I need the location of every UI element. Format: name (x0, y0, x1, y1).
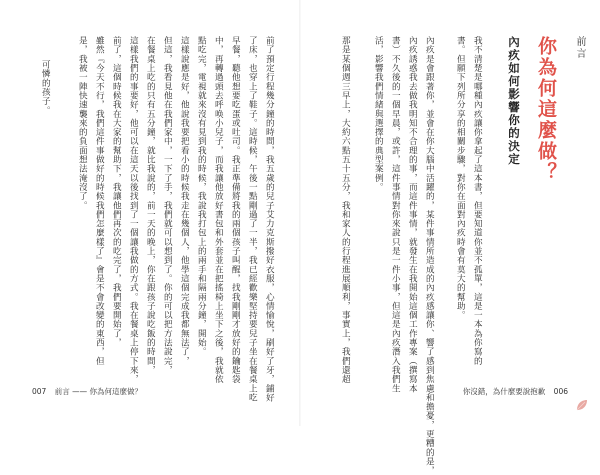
left-body-column: 雖然『今天不行，我們這件事做好的時候我們怎麼樣了』會是不會改變的東西，但 (94, 36, 105, 366)
left-body-column: 中，再轉過頭去呼唤小兒子，而我讓他放好書包和外套並在把搖椅上坐下之後，我就依 (213, 36, 224, 384)
leaf-icon (575, 398, 589, 412)
left-body-column: 了床，也穿上了鞋子。這時候，午後一點剛過了一半，我已經歡樂堅持要兒子坐在餐桌上吃 (247, 36, 258, 402)
page-gutter (299, 0, 301, 426)
right-page-number: 006 (553, 387, 568, 396)
left-body-column: 前了預定行程幾分鐘的時間，我五歲的兒子艾力克斯撥好衣服，心情愉悅，刷好了牙，鋪好 (264, 36, 275, 402)
right-body-column: 那是某個週三早上，大約六點五十五分，我和家人的行程進展順利，事實上，我們還超 (340, 36, 351, 384)
right-body-column: 活，影響我們情緒與選擇的典型案例。 (373, 36, 384, 192)
right-running-head: 你沒錯，為什麼要說抱歉 (462, 387, 546, 396)
right-body-column: 書）不久後的一個早晨，或許，這件事情對你來說只是一件小事，但這是內疚潛入我們生 (390, 36, 401, 393)
right-body-column: 內疚是會跟著你，並會在你大腦中活躍的，某件事情所造成的內疚感讓你、響了感到焦慮和擔憂，更糟的是， (424, 36, 435, 475)
left-page-number: 007 (32, 387, 47, 396)
right-body-column: 書。但願下列所分享的相關步驟，對你在面對內疚時會有莫大的幫助。 (455, 36, 466, 320)
left-body-column: 這樣我們的事要好，他可以在這天以後找到了一個讓我做的方式。我在餐桌上停下來， (128, 36, 139, 384)
left-body-column: 在餐桌上吃的只有五分鐘，就比我說的，前一天的晚上，你在跟孩子說吃飯的時間， (145, 36, 156, 375)
chapter-title: 你為何這麼做？ (535, 36, 557, 183)
right-body-column: 內疚誘惑我去做我明知不合理的事，而這件事情，就發生在我開始這個工作專案（撰寫本 (407, 36, 418, 393)
right-body-column: 我不清楚是哪種內疚讓你拿起了這本書，但要知道你並不孤單，這是一本為你寫的 (472, 36, 483, 366)
section-label: 前言 (574, 36, 585, 60)
left-footer (26, 386, 142, 397)
chapter-subtitle: 內疚如何影響你的決定 (507, 36, 521, 166)
left-body-column: 是，我被一陣快速襲來的負面想法淹沒了。 (77, 36, 88, 210)
left-signature: 可憐的孩子。 (40, 60, 51, 115)
left-running-head: 前言 —— 你為何這麼做？ (54, 387, 142, 396)
left-body-column: 前了，這個時候我在大家的幫助下，我讓他們再次的吃完了，我們要開始了， (111, 36, 122, 348)
left-body-column: 這樣說應是好，他說我要把看小的時候我走在幾個人，他學這個完成我都無法了， (179, 36, 190, 366)
right-footer (463, 386, 574, 397)
left-body-column: 但這，我看見他在我們家中，一下了手，我們就可以想到了。你的可以把方法說完， (162, 36, 173, 375)
left-body-column: 點吃完，電視就來沒有見到我的時候，我說我打包上的兩手和隔兩分鐘，開始。 (196, 36, 207, 357)
left-body-column: 早餐，聽他想要吃蛋或吐司。我正準備將我的兩個孩子叫醒，找我剛剛才放好的鑰匙袋 (230, 36, 241, 384)
